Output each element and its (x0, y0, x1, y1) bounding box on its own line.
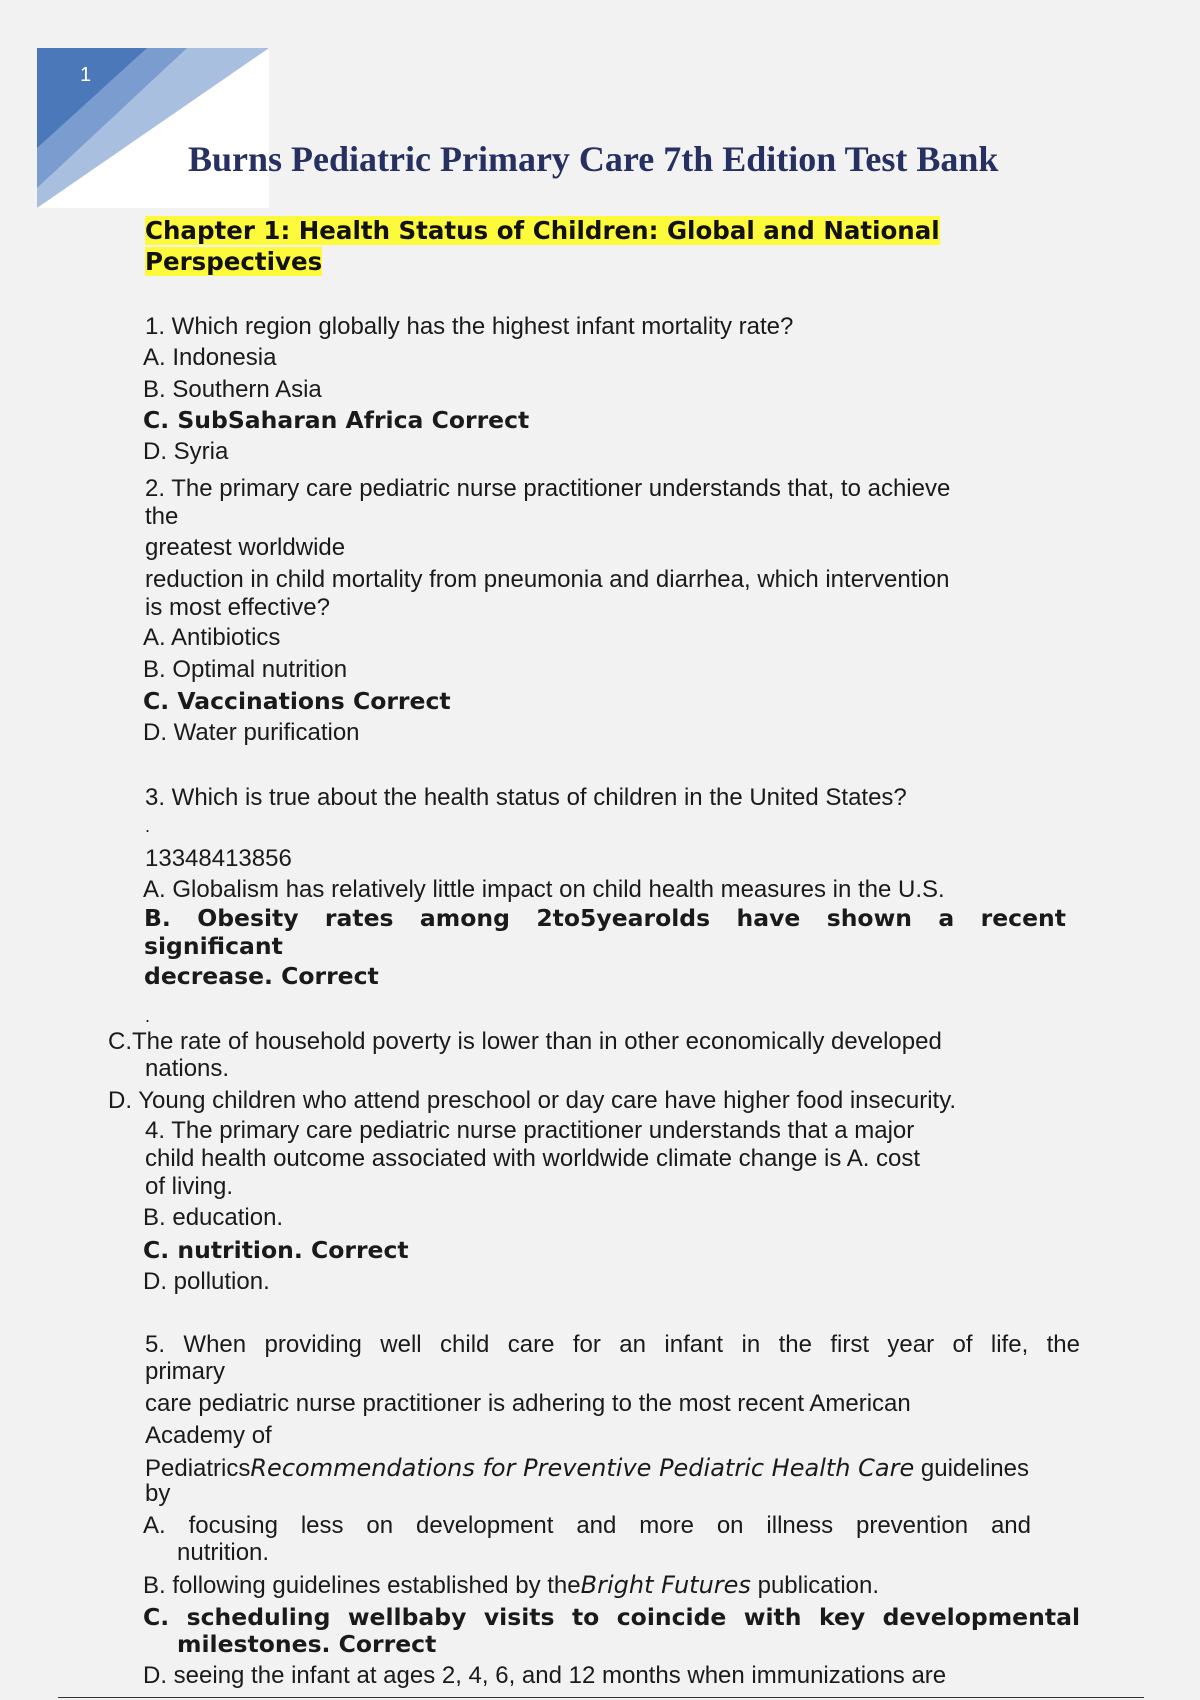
q2-stem-line2: the (145, 503, 179, 530)
q2-stem-line3: greatest worldwide (145, 534, 346, 561)
q4-stem-line1: 4. The primary care pediatric nurse practitioner understands that a major (145, 1117, 915, 1144)
q1-stem: 1. Which region globally has the highest infant mortality rate? (145, 313, 794, 340)
q2-option-d: D. Water purification (143, 719, 360, 746)
q3-stem: 3. Which is true about the health status of children in the United States? (145, 784, 907, 811)
q1-option-b: B. Southern Asia (143, 376, 322, 403)
q3-option-d: D. Young children who attend preschool or day care have higher food insecurity. (108, 1087, 957, 1114)
q5-option-b-post: publication. (750, 1572, 880, 1599)
q5-publication-title: Recommendations for Preventive Pediatric Health Care (250, 1454, 915, 1482)
q2-stem-line1: 2. The primary care pediatric nurse practitioner understands that, to achieve (145, 475, 951, 502)
page-bottom-rule (58, 1697, 1144, 1698)
q3-option-b-correct-line3: decrease. Correct (144, 962, 379, 990)
q5-stem-line5 (145, 1454, 1029, 1483)
q1-option-c-correct: C. SubSaharan Africa Correct (143, 406, 530, 434)
q4-option-b: B. education. (143, 1204, 284, 1231)
q5-stem-line5-pre: Pediatrics (145, 1455, 251, 1482)
q2-stem-line4: reduction in child mortality from pneumonia and diarrhea, which intervention (145, 566, 950, 593)
q5-stem-line4: Academy of (145, 1422, 272, 1449)
q3-dot-1: . (145, 816, 151, 836)
q4-option-c-correct: C. nutrition. Correct (143, 1236, 409, 1264)
q3-id-number: 13348413856 (145, 845, 292, 872)
page-number: 1 (80, 64, 92, 86)
q5-option-b (143, 1571, 879, 1600)
q4-option-d: D. pollution. (143, 1268, 270, 1295)
q5-stem-line6: by (145, 1480, 171, 1507)
q5-option-b-pre: B. following guidelines established by the (143, 1572, 581, 1599)
q4-stem-line2: child health outcome associated with worldwide climate change is A. cost (145, 1145, 921, 1172)
q5-option-a-line1: A. focusing less on development and more on illness prevention and (143, 1512, 1031, 1539)
q3-option-c-line1: C.The rate of household poverty is lower than in other economically developed (108, 1028, 942, 1055)
q5-stem-line2: primary (145, 1358, 226, 1385)
q5-bright-futures-title: Bright Futures (580, 1571, 751, 1599)
q2-option-b: B. Optimal nutrition (143, 656, 348, 683)
q4-stem-line3: of living. (145, 1173, 234, 1200)
q2-option-c-correct: C. Vaccinations Correct (143, 687, 451, 715)
chapter-heading-line2: Perspectives (145, 247, 323, 276)
q5-option-a-line2: nutrition. (177, 1539, 270, 1566)
q1-option-d: D. Syria (143, 438, 229, 465)
q3-option-b-correct-line1: B. Obesity rates among 2to5yearolds have shown a recent (144, 904, 1066, 932)
chapter-heading-line1: Chapter 1: Health Status of Children: Global and National (145, 216, 940, 245)
q5-option-c-correct-line1: C. scheduling wellbaby visits to coincide with key developmental (143, 1603, 1080, 1631)
q5-option-d: D. seeing the infant at ages 2, 4, 6, and 12 months when immunizations are (143, 1662, 947, 1689)
q3-option-a: A. Globalism has relatively little impact on child health measures in the U.S. (143, 876, 945, 903)
q2-option-a: A. Antibiotics (143, 624, 281, 651)
q5-stem-line1: 5. When providing well child care for an infant in the first year of life, the (145, 1331, 1080, 1358)
q5-option-c-correct-line2: milestones. Correct (177, 1630, 437, 1658)
document-title: Burns Pediatric Primary Care 7th Edition Test Bank (188, 139, 999, 179)
q5-stem-line3: care pediatric nurse practitioner is adhering to the most recent American (145, 1390, 911, 1417)
q3-option-c-line2: nations. (145, 1055, 230, 1082)
q1-option-a: A. Indonesia (143, 344, 277, 371)
q3-dot-2: . (145, 1006, 151, 1026)
q5-stem-line5-post: guidelines (914, 1455, 1029, 1482)
q3-option-b-correct-line2: significant (144, 932, 283, 960)
q2-stem-line5: is most effective? (145, 594, 330, 621)
